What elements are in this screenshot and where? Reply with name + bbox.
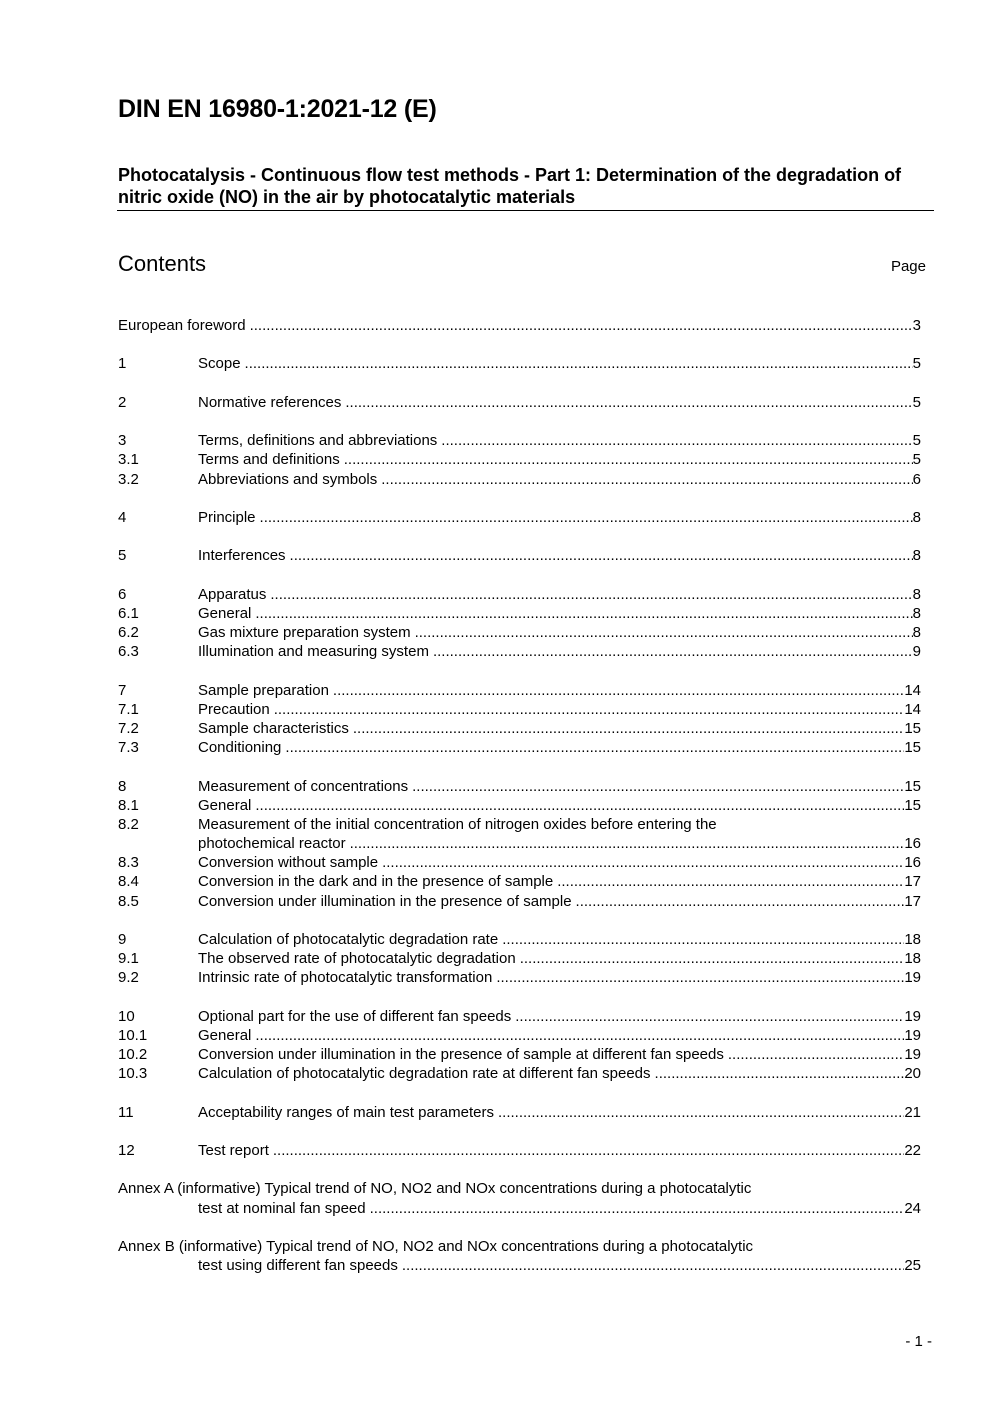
toc-entry-annex-a[interactable] <box>118 1179 921 1198</box>
toc-title: Conversion under illumination in the presence of sample at different fan speeds <box>198 1046 724 1064</box>
toc-title: Scope <box>198 355 241 373</box>
toc-entry-6-3[interactable] <box>118 642 921 661</box>
dot-leader <box>353 719 904 738</box>
toc-page: 9 <box>912 643 921 661</box>
toc-title: Optional part for the use of different fan speeds <box>198 1007 512 1025</box>
dot-leader <box>274 700 905 719</box>
toc-number: 4 <box>118 508 127 526</box>
toc-page: 17 <box>904 873 921 891</box>
toc-entry-8-3[interactable] <box>118 853 921 872</box>
toc-number: 3.1 <box>118 451 139 469</box>
dot-leader <box>273 1141 904 1160</box>
toc-number: 8.5 <box>118 892 139 910</box>
toc-number: 10.1 <box>118 1026 148 1044</box>
toc-number: 3 <box>118 432 127 450</box>
toc-entry-9[interactable] <box>118 930 921 949</box>
toc-number: 6.2 <box>118 624 139 641</box>
toc-page: 16 <box>904 835 921 853</box>
toc-number: 7 <box>118 681 127 699</box>
dot-leader <box>370 1199 905 1218</box>
toc-title: Abbreviations and symbols <box>198 470 378 488</box>
dot-leader <box>382 853 904 872</box>
dot-leader <box>433 642 913 661</box>
toc-number: 10.3 <box>118 1065 148 1083</box>
toc-entry-5[interactable] <box>118 546 921 565</box>
toc-page: 5 <box>912 355 921 373</box>
dot-leader <box>345 393 912 412</box>
dot-leader <box>255 1026 904 1045</box>
toc-page: 8 <box>912 508 921 526</box>
toc-entry-8-2[interactable] <box>118 815 921 834</box>
page-column-heading: Page <box>890 258 926 275</box>
toc-title: Intrinsic rate of photocatalytic transformation <box>198 969 493 987</box>
toc-page: 20 <box>904 1065 921 1083</box>
dot-leader <box>412 777 904 796</box>
toc-entry-3[interactable] <box>118 431 921 450</box>
toc-number: 7.3 <box>118 739 139 757</box>
toc-page: 5 <box>912 432 921 450</box>
toc-entry-8[interactable] <box>118 777 921 796</box>
dot-leader <box>270 585 912 604</box>
toc-number: 6 <box>118 585 127 603</box>
toc-number: 8.1 <box>118 796 139 814</box>
toc-title: Terms and definitions <box>198 451 340 469</box>
toc-page: 5 <box>912 393 921 411</box>
toc-entry-1[interactable] <box>118 354 921 373</box>
toc-page: 19 <box>904 969 921 987</box>
toc-title: General <box>198 604 252 622</box>
toc-entry-2[interactable] <box>118 393 921 412</box>
toc-page: 16 <box>904 854 921 872</box>
dot-leader <box>498 1103 904 1122</box>
toc-number: 6.3 <box>118 643 139 661</box>
toc-title: European foreword <box>118 317 246 334</box>
toc-page: 8 <box>912 547 921 565</box>
dot-leader <box>255 604 912 623</box>
toc-number: 9.2 <box>118 969 139 987</box>
toc-page: 3 <box>912 317 921 334</box>
toc-page: 8 <box>912 624 921 641</box>
dot-leader <box>557 872 904 891</box>
dot-leader <box>250 316 913 335</box>
dot-leader <box>255 796 904 815</box>
toc-title: Illumination and measuring system <box>198 643 429 661</box>
dot-leader <box>290 546 913 565</box>
toc-entry-6[interactable] <box>118 585 921 604</box>
toc-title: Calculation of photocatalytic degradation rate <box>198 931 499 948</box>
document-subtitle: Photocatalysis - Continuous flow test methods - Part 1: Determination of the degradation of nitric oxide (NO) in the air by photocatalytic materials <box>118 165 902 207</box>
toc-number: 9.1 <box>118 950 139 968</box>
toc-entry-9-1[interactable] <box>118 949 921 968</box>
toc-page: 8 <box>912 585 921 603</box>
toc-title-line1: Annex A (informative) Typical trend of NO, NO2 and NOx concentrations during a photocatalytic <box>118 1180 752 1198</box>
toc-title: Conversion in the dark and in the presence of sample <box>198 873 554 891</box>
toc-number: 6.1 <box>118 604 139 622</box>
toc-number: 8.3 <box>118 854 139 872</box>
table-of-contents <box>118 316 921 1275</box>
toc-page: 18 <box>904 931 921 948</box>
toc-page: 17 <box>904 892 921 910</box>
toc-number: 7.2 <box>118 719 139 737</box>
toc-entry-10-2[interactable] <box>118 1045 921 1064</box>
toc-entry-3-1[interactable] <box>118 450 921 469</box>
toc-title: Measurement of concentrations <box>198 777 409 795</box>
dot-leader <box>333 681 904 700</box>
toc-title: Conversion without sample <box>198 854 379 872</box>
toc-page: 19 <box>904 1007 921 1025</box>
dot-leader <box>285 738 904 757</box>
toc-page: 6 <box>912 470 921 488</box>
toc-entry-annex-b[interactable] <box>118 1237 921 1256</box>
dot-leader <box>260 508 913 527</box>
toc-number: 10 <box>118 1007 135 1025</box>
toc-entry-3-2[interactable] <box>118 470 921 489</box>
toc-number: 8.2 <box>118 815 139 833</box>
toc-title-line2: test using different fan speeds <box>198 1257 398 1275</box>
toc-title: Principle <box>198 508 256 526</box>
toc-entry-7-2[interactable] <box>118 719 921 738</box>
toc-entry-4[interactable] <box>118 508 921 527</box>
toc-entry-7-1[interactable] <box>118 700 921 719</box>
toc-entry-foreword[interactable] <box>118 316 921 335</box>
toc-page: 18 <box>904 950 921 968</box>
dot-leader <box>515 1007 904 1026</box>
toc-number: 2 <box>118 393 127 411</box>
toc-entry-7[interactable] <box>118 681 921 700</box>
toc-page: 5 <box>912 451 921 469</box>
toc-title: Gas mixture preparation system <box>198 624 411 641</box>
toc-title: Conditioning <box>198 739 282 757</box>
toc-title: Precaution <box>198 700 270 718</box>
toc-title: Test report <box>198 1142 269 1160</box>
toc-entry-annex-b-cont[interactable] <box>118 1256 921 1275</box>
toc-number: 1 <box>118 355 127 373</box>
contents-heading: Contents <box>118 251 207 276</box>
dot-leader <box>245 354 913 373</box>
toc-title: Conversion under illumination in the presence of sample <box>198 892 572 910</box>
dot-leader <box>655 1064 905 1083</box>
toc-title: Sample characteristics <box>198 719 349 737</box>
toc-title-line1: Annex B (informative) Typical trend of NO, NO2 and NOx concentrations during a photocatalytic <box>118 1238 754 1255</box>
toc-entry-8-1[interactable] <box>118 796 921 815</box>
dot-leader <box>520 949 905 968</box>
toc-title: Apparatus <box>198 585 267 603</box>
toc-title: General <box>198 796 252 814</box>
toc-page: 15 <box>904 777 921 795</box>
toc-title: Acceptability ranges of main test parameters <box>198 1103 494 1121</box>
toc-page: 15 <box>904 739 921 757</box>
toc-entry-11[interactable] <box>118 1103 921 1122</box>
toc-entry-8-5[interactable] <box>118 892 921 911</box>
toc-title: Calculation of photocatalytic degradation rate at different fan speeds <box>198 1065 651 1083</box>
toc-entry-9-2[interactable] <box>118 968 921 987</box>
toc-entry-10[interactable] <box>118 1007 921 1026</box>
toc-number: 8 <box>118 777 127 795</box>
dot-leader <box>496 968 904 987</box>
toc-number: 12 <box>118 1142 135 1160</box>
toc-entry-12[interactable] <box>118 1141 921 1160</box>
dot-leader <box>576 892 905 911</box>
toc-number: 9 <box>118 931 127 948</box>
toc-page: 24 <box>904 1199 921 1217</box>
toc-title-line2: test at nominal fan speed <box>198 1199 366 1217</box>
toc-entry-6-2[interactable] <box>118 623 921 642</box>
toc-page: 14 <box>904 700 921 718</box>
dot-leader <box>502 930 904 949</box>
toc-page: 25 <box>904 1257 921 1275</box>
toc-entry-8-2-cont[interactable] <box>118 834 921 853</box>
dot-leader <box>415 623 913 642</box>
dot-leader <box>402 1256 904 1275</box>
title-rule <box>117 210 934 211</box>
toc-title: Sample preparation <box>198 681 329 699</box>
toc-title: Normative references <box>198 393 342 411</box>
toc-page: 19 <box>904 1026 921 1044</box>
toc-number: 5 <box>118 547 127 565</box>
dot-leader <box>441 431 912 450</box>
toc-page: 14 <box>904 681 921 699</box>
toc-number: 3.2 <box>118 470 139 488</box>
toc-page: 15 <box>904 719 921 737</box>
toc-title: The observed rate of photocatalytic degradation <box>198 950 516 968</box>
toc-page: 8 <box>912 604 921 622</box>
toc-entry-8-4[interactable] <box>118 872 921 891</box>
toc-number: 7.1 <box>118 700 139 718</box>
toc-entry-10-3[interactable] <box>118 1064 921 1083</box>
toc-entry-10-1[interactable] <box>118 1026 921 1045</box>
toc-page: 21 <box>904 1103 921 1121</box>
dot-leader <box>381 470 912 489</box>
toc-page: 15 <box>904 796 921 814</box>
toc-number: 8.4 <box>118 873 139 891</box>
toc-page: 19 <box>904 1046 921 1064</box>
page-number-footer: - 1 - <box>905 1333 932 1350</box>
toc-number: 10.2 <box>118 1046 148 1064</box>
document-id: DIN EN 16980-1:2021-12 (E) <box>118 95 437 123</box>
toc-title-line2: photochemical reactor <box>198 835 346 853</box>
dot-leader <box>350 834 905 853</box>
toc-title: Interferences <box>198 547 286 565</box>
toc-entry-6-1[interactable] <box>118 604 921 623</box>
toc-title: General <box>198 1026 252 1044</box>
toc-title-line1: Measurement of the initial concentration of nitrogen oxides before entering the <box>198 815 717 833</box>
toc-page: 22 <box>904 1142 921 1160</box>
toc-number: 11 <box>118 1103 134 1121</box>
toc-entry-7-3[interactable] <box>118 738 921 757</box>
dot-leader <box>344 450 913 469</box>
dot-leader <box>728 1045 904 1064</box>
toc-entry-annex-a-cont[interactable] <box>118 1199 921 1218</box>
toc-title: Terms, definitions and abbreviations <box>198 432 438 450</box>
